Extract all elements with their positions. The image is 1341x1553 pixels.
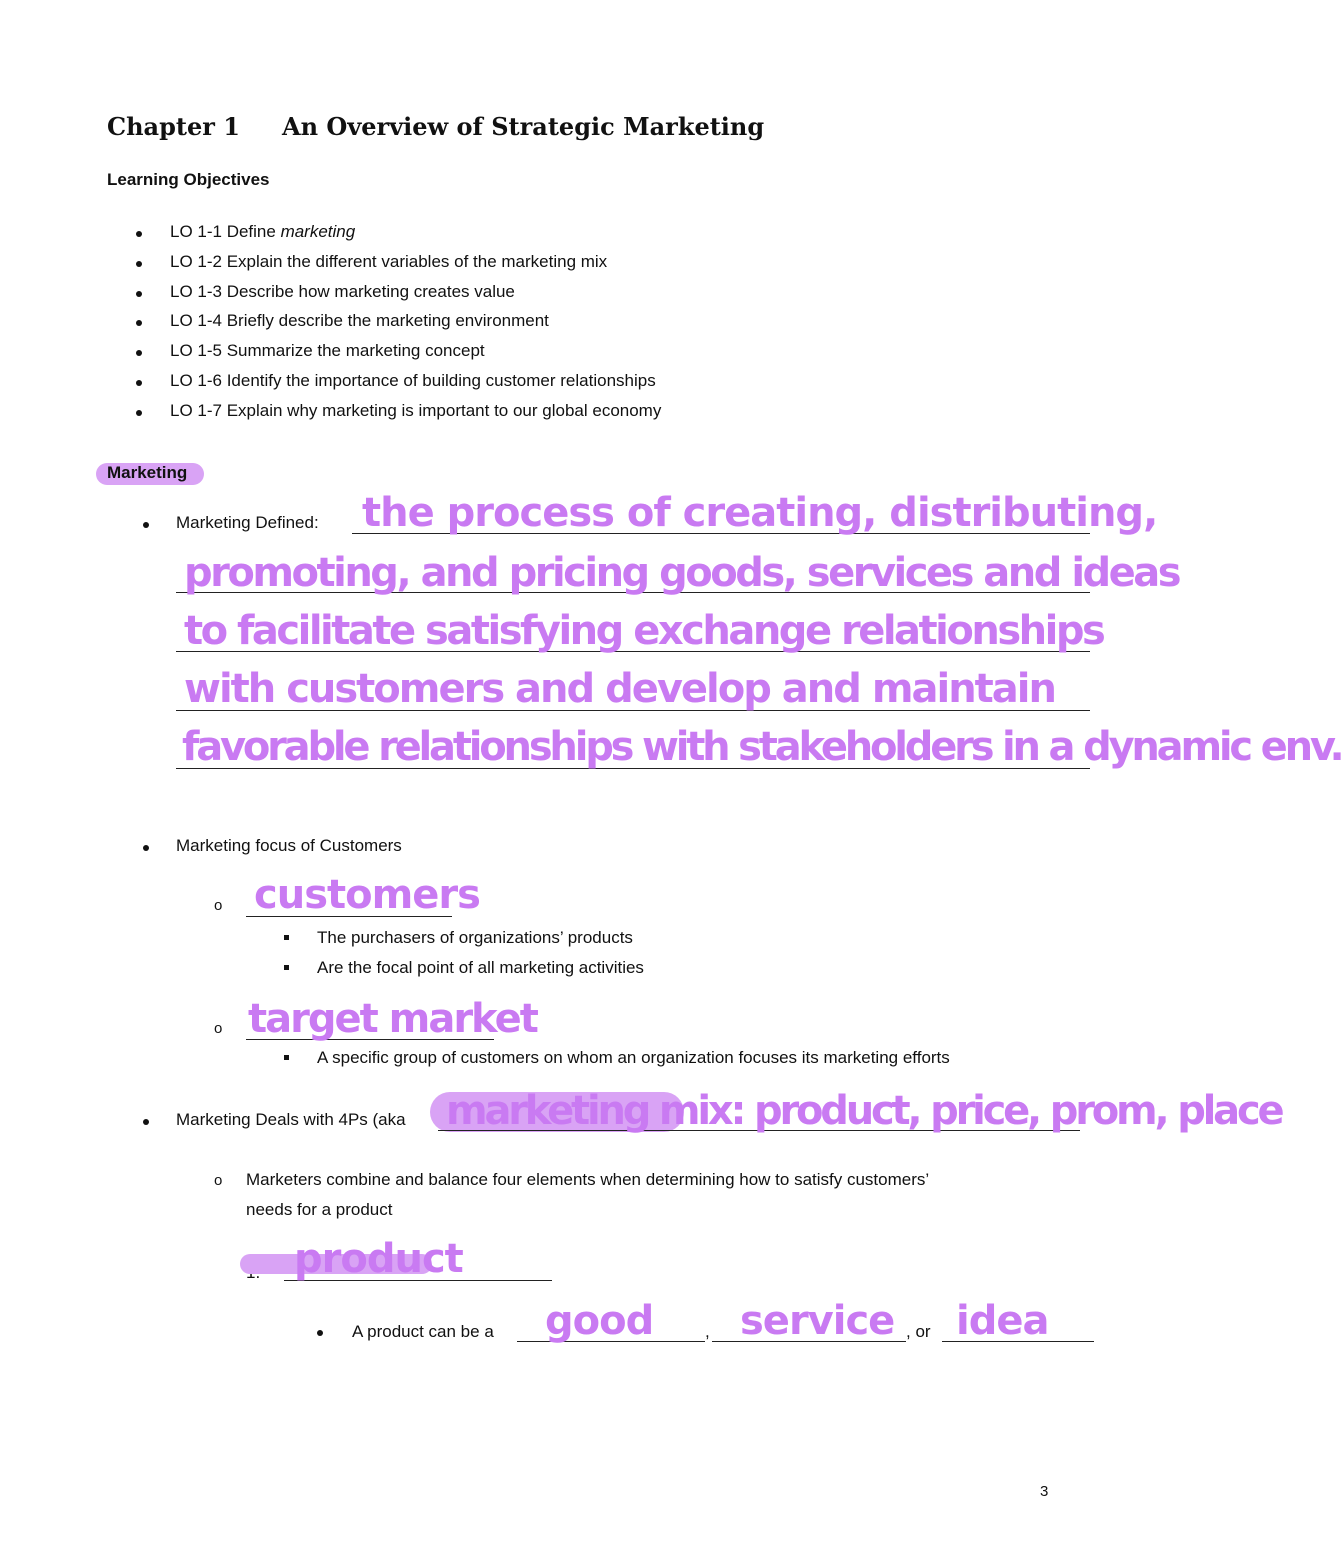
objective-item: LO 1-6 Identify the importance of building customer relationships bbox=[170, 371, 656, 390]
chapter-number: Chapter 1 bbox=[107, 112, 240, 141]
circle-bullet-icon: o bbox=[214, 897, 223, 914]
bullet-icon bbox=[136, 291, 142, 297]
objective-item: LO 1-1 Define marketing bbox=[170, 222, 356, 241]
objective-item: LO 1-3 Describe how marketing creates value bbox=[170, 282, 515, 301]
marketing-heading: Marketing bbox=[107, 463, 188, 482]
bullet-icon bbox=[136, 261, 142, 267]
chapter-title: An Overview of Strategic Marketing bbox=[282, 112, 765, 141]
square-bullet-icon bbox=[284, 965, 289, 970]
customers-point: The purchasers of organizations’ products bbox=[317, 928, 633, 947]
handwritten-service: service bbox=[740, 1298, 895, 1344]
or-text: , or bbox=[906, 1322, 931, 1341]
marketing-focus-label: Marketing focus of Customers bbox=[176, 836, 402, 855]
handwritten-customers: customers bbox=[254, 872, 480, 918]
handwritten-idea: idea bbox=[956, 1298, 1049, 1344]
bullet-icon bbox=[143, 522, 149, 528]
objective-item: LO 1-2 Explain the different variables of the marketing mix bbox=[170, 252, 608, 271]
handwritten-marketing-mix: marketing mix: product, price, prom, place bbox=[446, 1088, 1282, 1134]
four-ps-label: Marketing Deals with 4Ps (aka bbox=[176, 1110, 406, 1129]
product-can-be-label: A product can be a bbox=[352, 1322, 494, 1341]
handwritten-definition-line: to facilitate satisfying exchange relationships bbox=[184, 608, 1104, 654]
handwritten-definition-line: the process of creating, distributing, bbox=[362, 490, 1158, 536]
handwritten-good: good bbox=[545, 1298, 654, 1344]
bullet-icon bbox=[136, 410, 142, 416]
square-bullet-icon bbox=[284, 1055, 289, 1060]
handwritten-definition-line: promoting, and pricing goods, services and ideas bbox=[184, 550, 1180, 596]
learning-objectives-heading: Learning Objectives bbox=[107, 170, 270, 189]
bullet-icon bbox=[136, 380, 142, 386]
circle-bullet-icon: o bbox=[214, 1172, 223, 1189]
combine-text: Marketers combine and balance four elements when determining how to satisfy customers’ bbox=[246, 1170, 930, 1189]
bullet-icon bbox=[136, 320, 142, 326]
combine-text: needs for a product bbox=[246, 1200, 393, 1219]
objective-item: LO 1-5 Summarize the marketing concept bbox=[170, 341, 485, 360]
bullet-icon bbox=[136, 350, 142, 356]
objective-item: LO 1-4 Briefly describe the marketing environment bbox=[170, 311, 549, 330]
marketing-defined-label: Marketing Defined: bbox=[176, 513, 319, 532]
circle-bullet-icon: o bbox=[214, 1020, 223, 1037]
page-number: 3 bbox=[1040, 1483, 1049, 1500]
target-point: A specific group of customers on whom an organization focuses its marketing efforts bbox=[317, 1048, 950, 1067]
handwritten-product: product bbox=[294, 1236, 463, 1282]
bullet-icon bbox=[317, 1330, 323, 1336]
bullet-icon bbox=[143, 1119, 149, 1125]
customers-point: Are the focal point of all marketing activities bbox=[317, 958, 644, 977]
handwritten-target-market: target market bbox=[248, 996, 537, 1042]
bullet-icon bbox=[136, 231, 142, 237]
comma-text: , bbox=[705, 1322, 710, 1341]
square-bullet-icon bbox=[284, 935, 289, 940]
bullet-icon bbox=[143, 845, 149, 851]
objective-item: LO 1-7 Explain why marketing is important to our global economy bbox=[170, 401, 662, 420]
handwritten-definition-line: with customers and develop and maintain bbox=[184, 666, 1055, 712]
handwritten-definition-line: favorable relationships with stakeholders in a dynamic env. bbox=[182, 724, 1341, 770]
